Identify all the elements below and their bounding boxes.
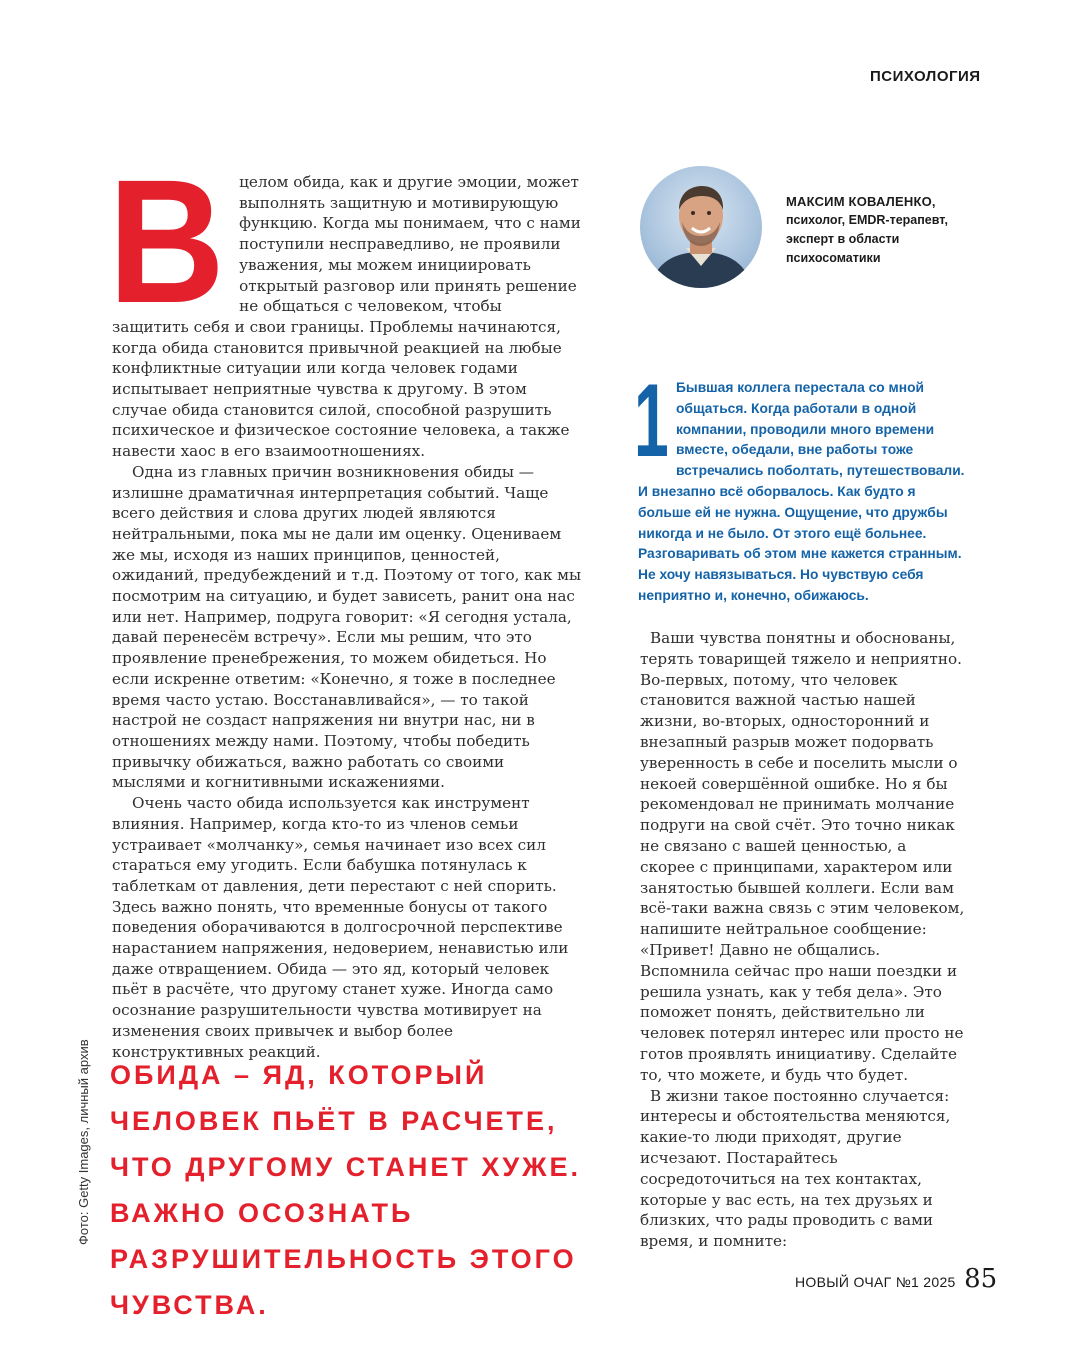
expert-photo (640, 166, 762, 288)
article-paragraph: Очень часто обида используется как инструмент влияния. Например, когда кто-то из членов семьи устраивает «молчанку», семья начинает изо всех сил стараться ему угодить. Если бабушка потянулась к таблеткам от давления, дети перестают с ней спорить. Здесь важно понять, что временные бонусы от такого поведения оборачиваются в долгосрочной перспективе нарастанием напряжения, недоверием, ненавистью или даже отвращением. Обида — это яд, который человек пьёт в расчёте, что другому станет хуже. Иногда само осознание разрушительности чувства мотивирует на изменения своих привычек и выбор более конструктивных реакций. (112, 794, 569, 1061)
reader-question (634, 363, 968, 607)
portrait-icon (640, 166, 762, 288)
answer-paragraph: В жизни такое постоянно случается: интересы и обстоятельства меняются, какие-то люди приходят, другие исчезают. Постарайтесь сосредоточиться на тех контактах, которые у вас есть, на тех друзьях и близких, что рады проводить с вами время, и помните: (640, 1086, 951, 1251)
section-title: ПСИХОЛОГИЯ (870, 68, 981, 85)
expert-info (786, 192, 976, 268)
drop-cap: В (108, 144, 220, 340)
page-footer (795, 1264, 997, 1294)
answer-paragraph: Ваши чувства понятны и обоснованы, терять товарищей тяжело и неприятно. Во-первых, потому, что человек становится важной частью нашей жизни, во-вторых, односторонний и внезапный разрыв может подорвать уверенность в себе и поселить мысли о некоей совершённой ошибке. Но я бы рекомендовал не принимать молчание подруги на свой счёт. Это точно никак не связано с вашей ценностью, а скорее с принципами, характером или занятостью бывшей коллеги. Если вам всё-таки важна связь с этим человеком, напишите нейтральное сообщение: «Привет! Давно не общались. Вспомнила сейчас про наши поездки и решила узнать, как у тебя дела». Это поможет понять, действительно ли человек потерял интерес или просто не готов проявлять инициативу. Сделайте то, что можете, и будь что будет. (640, 629, 965, 1084)
expert-role: психолог, EMDR-терапевт, эксперт в области психосоматики (786, 213, 948, 265)
expert-name: МАКСИМ КОВАЛЕНКО, (786, 194, 936, 209)
question-text: Бывшая коллега перестала со мной общаться. Когда работали в одной компании, проводили много времени вместе, обедали, вне работы тоже встречались поболтать, путешествовали. И внезапно всё оборвалось. Как будто я больше ей не нужна. Ощущение, что дружбы никогда и не было. От этого ещё больнее. Разговаривать об этом мне кажется странным. Не хочу навязываться. Но чувствую себя неприятно и, конечно, обижаюсь. (638, 380, 965, 603)
photo-credit: Фото: Getty Images, личный архив (76, 1039, 91, 1245)
expert-answer (640, 628, 965, 1252)
page-number: 85 (964, 1264, 998, 1294)
pull-quote: ОБИДА – ЯД, КОТОРЫЙ ЧЕЛОВЕК ПЬЁТ В РАСЧЕТЕ, ЧТО ДРУГОМУ СТАНЕТ ХУЖЕ. ВАЖНО ОСОЗНАТЬ РАЗРУШИТЕЛЬНОСТЬ ЭТОГО ЧУВСТВА. (110, 1060, 582, 1320)
question-number: 1 (634, 363, 669, 479)
article-body (108, 144, 582, 1062)
article-paragraph: Одна из главных причин возникновения обиды — излишне драматичная интерпретация событий. Чаще всего действия и слова других людей являются нейтральными, пока мы не дали им оценку. Оцениваем же мы, исходя из наших принципов, ценностей, ожиданий, предубеждений и т.д. Поэтому от того, как мы посмотрим на ситуацию, и будет зависеть, ранит она нас или нет. Например, подруга говорит: «Я сегодня устала, давай перенесём встречу». Если мы решим, что это проявление пренебрежения, то можем обидеться. Но если искренне ответим: «Конечно, я тоже в последнее время часто устаю. Восстанавливайся», — то такой настрой не создаст напряжения ни внутри нас, ни в отношениях между нами. Поэтому, чтобы победить привычку обижаться, важно работать со своими мыслями и когнитивными искажениями. (112, 462, 582, 792)
article-paragraph (108, 144, 582, 462)
article-paragraph-text: целом обида, как и другие эмоции, может выполнять защитную и мотивирующую функцию. Когда мы понимаем, что с нами поступили несправедливо, не проявили уважения, мы можем инициировать открытый разговор или принять решение не общаться с человеком, чтобы защитить себя и свои границы. Проблемы начинаются, когда обида становится привычной реакцией на любые конфликтные ситуации или когда человек годами испытывает неприятные чувства к другому. В этом случае обида становится силой, способной разрушить психическое и физическое состояние человека, а также навести хаос в его взаимоотношениях. (112, 173, 581, 461)
magazine-issue: НОВЫЙ ОЧАГ №1 2025 (795, 1274, 956, 1290)
